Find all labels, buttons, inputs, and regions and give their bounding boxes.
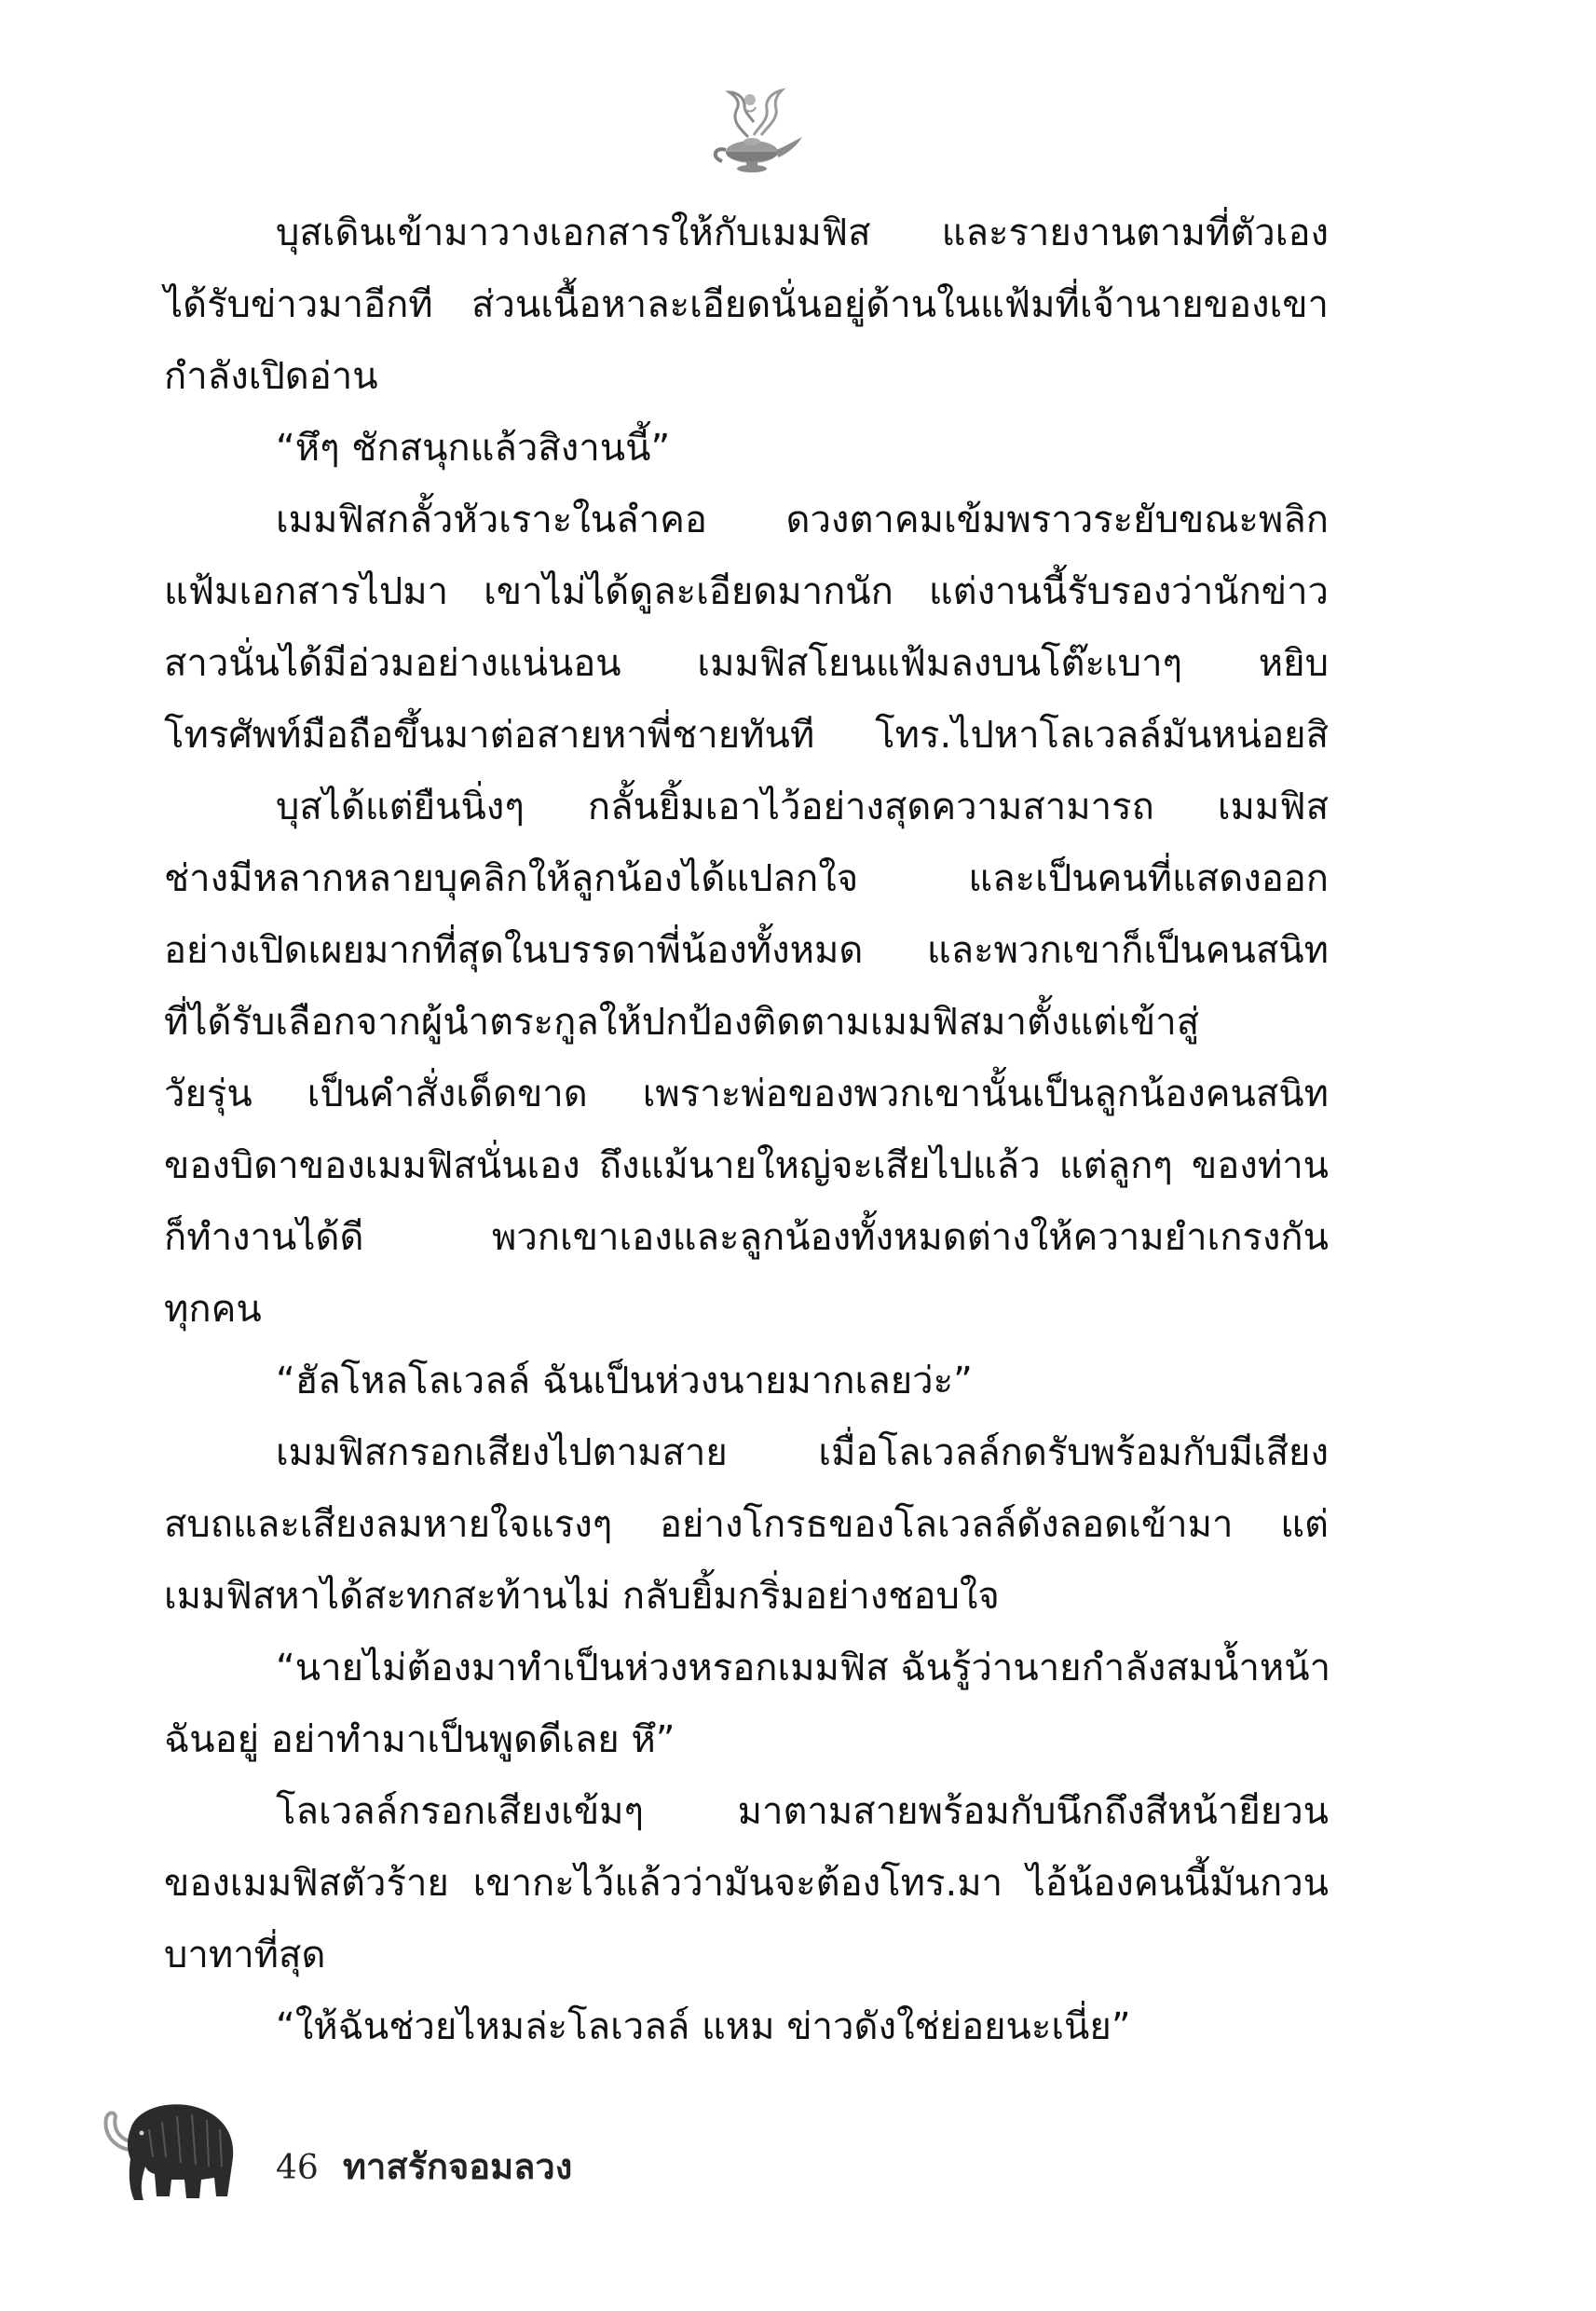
text-line: ที่ได้รับเลือกจากผู้นำตระกูลให้ปกป้องติดตามเมมฟิสมาตั้งแต่เข้าสู่ <box>164 1001 1200 1044</box>
text-line: ของเมมฟิสตัวร้าย เขากะไว้แล้วว่ามันจะต้องโทร.มา ไอ้น้องคนนี้มันกวน <box>164 1862 1329 1905</box>
text-line: “หึๆ ชักสนุกแล้วสิงานนี้” <box>276 427 671 470</box>
text-line: ของบิดาของเมมฟิสนั่นเอง ถึงแม้นายใหญ่จะเสียไปแล้ว แต่ลูกๆ ของท่าน <box>164 1144 1329 1187</box>
text-line: บุสได้แต่ยืนนิ่งๆ กลั้นยิ้มเอาไว้อย่างสุดความสามารถ เมมฟิส <box>276 786 1329 828</box>
text-line: “ให้ฉันช่วยไหมล่ะโลเวลล์ แหม ข่าวดังใช่ย่อยนะเนี่ย” <box>276 2005 1131 2048</box>
text-line: สบถและเสียงลมหายใจแรงๆ อย่างโกรธของโลเวลล์ดังลอดเข้ามา แต่ <box>164 1503 1329 1546</box>
text-line: วัยรุ่น เป็นคำสั่งเด็ดขาด เพราะพ่อของพวกเขานั้นเป็นลูกน้องคนสนิท <box>164 1073 1329 1115</box>
body-text <box>164 198 1329 2063</box>
text-line: ทุกคน <box>164 1288 262 1331</box>
text-line: สาวนั่นได้มีอ่วมอย่างแน่นอน เมมฟิสโยนแฟ้มลงบนโต๊ะเบาๆ หยิบ <box>164 642 1329 685</box>
text-line: “นายไม่ต้องมาทำเป็นห่วงหรอกเมมฟิส ฉันรู้ว่านายกำลังสมน้ำหน้า <box>276 1647 1331 1689</box>
text-line: เมมฟิสหาได้สะทกสะท้านไม่ กลับยิ้มกริ่มอย่างชอบใจ <box>164 1575 1000 1618</box>
text-line: ได้รับข่าวมาอีกที ส่วนเนื้อหาละเอียดนั่นอยู่ด้านในแฟ้มที่เจ้านายของเขา <box>164 283 1329 326</box>
text-line: อย่างเปิดเผยมากที่สุดในบรรดาพี่น้องทั้งหมด และพวกเขาก็เป็นคนสนิท <box>164 929 1329 972</box>
text-line: ก็ทำงานได้ดี พวกเขาเองและลูกน้องทั้งหมดต่างให้ความยำเกรงกัน <box>164 1216 1329 1259</box>
text-line: โทรศัพท์มือถือขึ้นมาต่อสายหาพี่ชายทันที โทร.ไปหาโลเวลล์มันหน่อยสิ <box>164 714 1329 757</box>
text-line: โลเวลล์กรอกเสียงเข้มๆ มาตามสายพร้อมกับนึกถึงสีหน้ายียวน <box>276 1790 1329 1833</box>
text-line: เมมฟิสกรอกเสียงไปตามสาย เมื่อโลเวลล์กดรับพร้อมกับมีเสียง <box>276 1431 1329 1474</box>
mammoth-icon <box>93 2092 242 2208</box>
text-line: แฟ้มเอกสารไปมา เขาไม่ได้ดูละเอียดมากนัก แต่งานนี้รับรองว่านักข่าว <box>164 570 1329 613</box>
text-line: บุสเดินเข้ามาวางเอกสารให้กับเมมฟิส และรายงานตามที่ตัวเอง <box>276 212 1329 254</box>
text-line: บาทาที่สุด <box>164 1934 326 1976</box>
text-line: ช่างมีหลากหลายบุคลิกให้ลูกน้องได้แปลกใจ และเป็นคนที่แสดงออก <box>164 857 1329 900</box>
page-number: 46 <box>276 2149 319 2187</box>
page-footer <box>93 2092 745 2213</box>
text-line: เมมฟิสกลั้วหัวเราะในลำคอ ดวงตาคมเข้มพราวระยับขณะพลิก <box>276 499 1329 541</box>
text-line: กำลังเปิดอ่าน <box>164 355 378 398</box>
book-title: ทาสรักจอมลวง <box>343 2146 573 2187</box>
genie-lamp-icon <box>694 79 806 177</box>
text-line: ฉันอยู่ อย่าทำมาเป็นพูดดีเลย หึ” <box>164 1718 675 1761</box>
text-line: “ฮัลโหลโลเวลล์ ฉันเป็นห่วงนายมากเลยว่ะ” <box>276 1360 973 1402</box>
